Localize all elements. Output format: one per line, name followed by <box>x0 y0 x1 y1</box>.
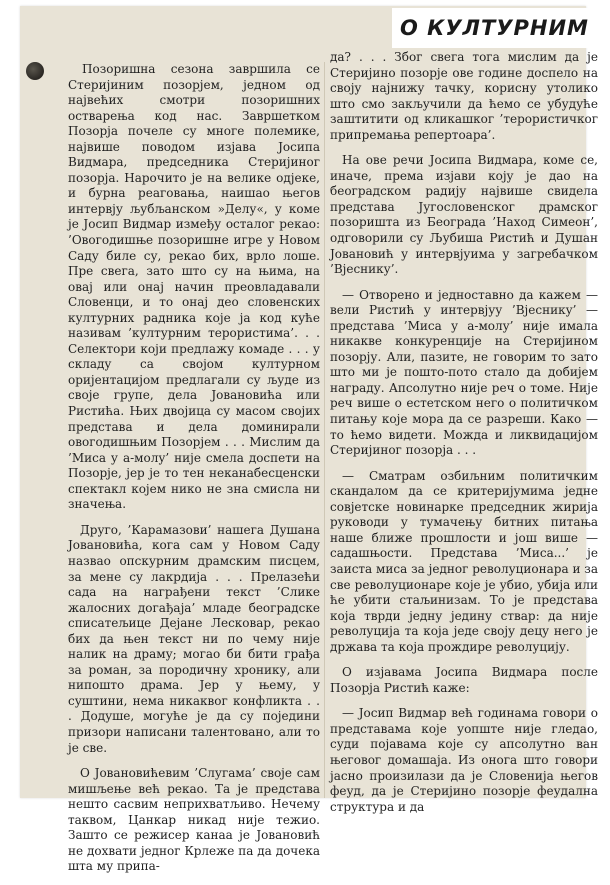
paragraph: — Сматрам озбиљним политичким скандалом да се критеријумима једне совјетске новинарке председник жирија руководи у тумачењу битних питања наше ближе прошлости и још више — садашњости. Представа ’Миса...’ је заиста миса за једног револуционара и за све револуционаре које је убио, убија или ће убити стаљинизам. То је представа која тврди једну једину ствар: да није револуција та која једе своју децу него је држава та која прождире револуцију. <box>330 468 598 654</box>
paragraph: О Јовановићевим ’Слугама’ своје сам мишљење већ рекао. Та је представа нешто сасвим неприхватљиво. Нечему таквом, Цанкар никад није тежио. Зашто се режисер канаа је Јовановић не дохвати једног Крлеже па да дочека шта му припа- <box>68 766 320 874</box>
bullet-dot-icon <box>26 62 44 80</box>
paragraph: — Отворено и једноставно да кажем — вели Ристић у интервјуу ’Вјеснику’ — представа ’Миса у а-молу’ није имала никакве конкуренције на Стеријином позорју. Али, пазите, не говорим то зато што ми је пошто-пото стало да добијем награду. Апсолутно није реч о томе. Није реч више о естетском него о политичком питању које мора да се разреши. Како — то ћемо видети. Можда и ликвидацијом Стеријиног позорја . . . <box>330 287 598 458</box>
headline: О КУЛТУРНИМ <box>392 8 610 48</box>
column-separator <box>324 62 325 798</box>
paragraph: О изјавама Јосипа Видмара после Позорја Ристић каже: <box>330 665 598 695</box>
newspaper-clipping <box>20 6 598 874</box>
paragraph: Друго, ’Карамазови’ нашега Душана Јовановића, кога сам у Новом Саду назвао опскурним драмским писцем, за мене су лакрдија . . . Прелазећи сада на награђени текст ’Слике жалосних догађаја’ младе београдске списатељице Дејане Лесковар, рекао бих да њен текст ни по чему није налик на драму; могао би бити грађа за роман, за породичну хронику, али нипошто драма. Јер у њему, у суштини, нема никаквог конфликта . . . Додуше, могуће је да су поједини призори написани талентовано, али то је све. <box>68 522 320 755</box>
left-column <box>68 62 320 885</box>
paragraph: На ове речи Јосипа Видмара, коме се, иначе, према изјави коју је дао на београдском радију највише свидела представа Југословенског драмског позоришта из Београда ’Наход Симеон’, одговорили су Љубиша Ристић и Душан Јовановић у интервјуима у загребачком ’Вјеснику’. <box>330 153 598 277</box>
paragraph: Позоришна сезона завршила се Стеријиним позорјем, једном од највећих смотри позоришних остварења код нас. Завршетком Позорја почеле су многе полемике, највише поводом изјава Јосипа Видмара, председника Стеријиног позорја. Нарочито је на велике одјеке, и бурна реаговања, наишао његов интервју љубљанском »Делу«, у коме је Јосип Видмар између осталог рекао: ’Овогодишње позоришне игре у Новом Саду биле су, рекао бих, врло лоше. Пре свега, зато што су на њима, на овај или онај начин преовладавали Словенци, и то онај део словенских културних радника које ја код куће називам ’културним терористима’. . . Селектори који предлажу комаде . . . у складу са својом културном оријентацијом предлагали су људе из своје групе, дела Јовановића или Ристића. Њих двојица су масом својих представа и дела доминирали овогодишњим Позорјем . . . Мислим да ’Миса у а-молу’ није смела доспети на Позорје, јер је то тен неканабесценски спектакл којем нико не зна смисла ни значења. <box>68 62 320 512</box>
paragraph: — Јосип Видмар већ годинама говори о представама које уопште није гледао, суди појавама које су апсолутно ван његовог домашаја. Из онога што говори јасно произилази да је Словенија његов феуд, да је Стеријино позорје феудална структура и да <box>330 706 598 814</box>
paragraph: да? . . . Због свега тога мислим да је Стеријино позорје ове године доспело на своју најнижу тачку, корисну утолико што смо закључили да ћемо се убудуће заштитити од кликашког ’терористичког припремања репертоара’. <box>330 50 598 142</box>
right-column <box>330 50 598 825</box>
